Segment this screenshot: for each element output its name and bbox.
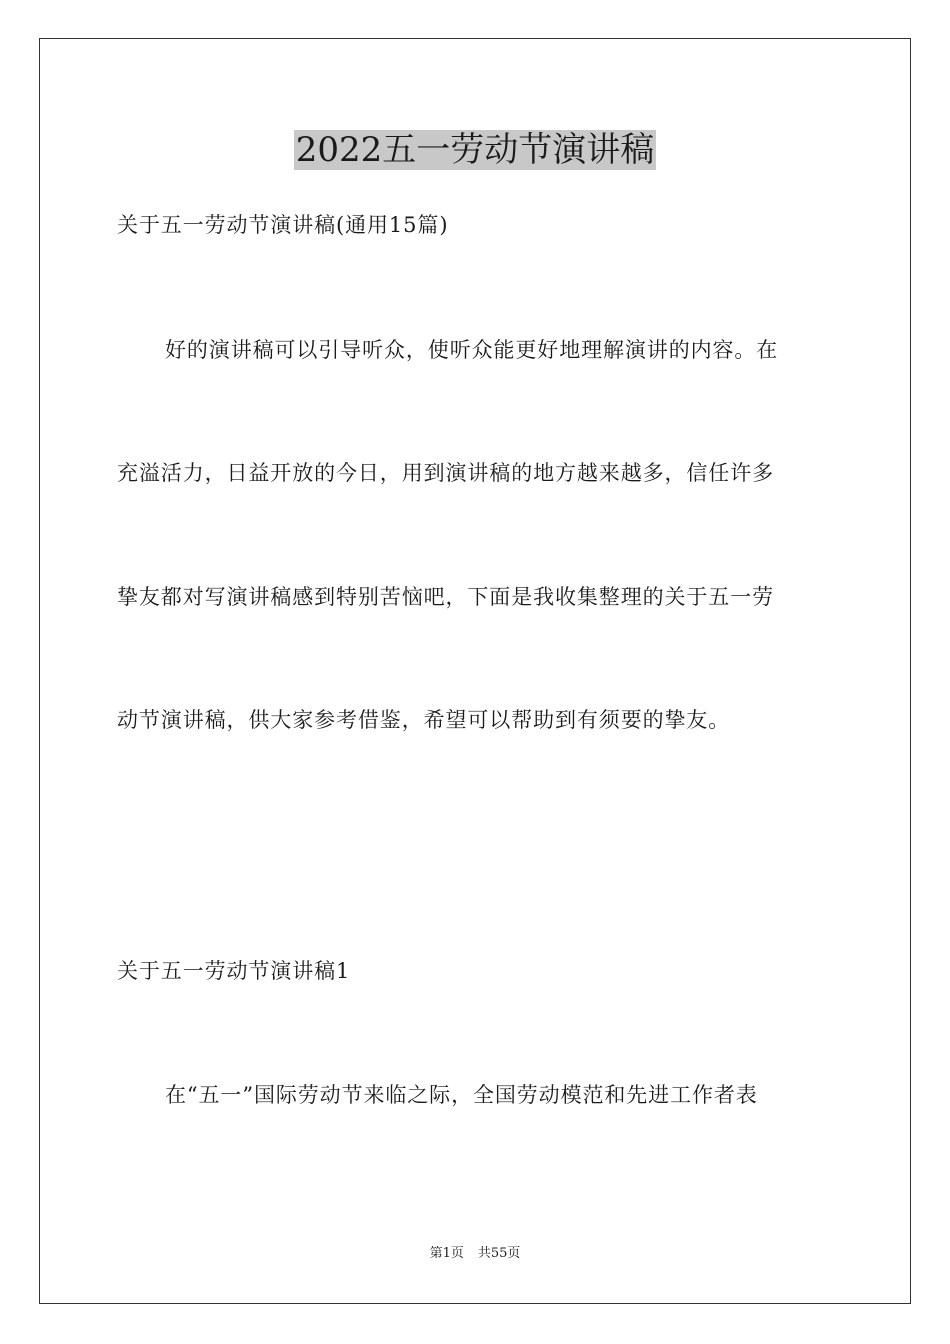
intro-paragraph-line: 挚友都对写演讲稿感到特别苦恼吧，下面是我收集整理的关于五一劳	[117, 585, 774, 609]
intro-paragraph-line: 好的演讲稿可以引导听众，使听众能更好地理解演讲的内容。在	[165, 338, 779, 362]
document-title	[0, 128, 950, 172]
page-number: 第1页	[429, 1246, 464, 1261]
page-footer	[0, 1245, 950, 1263]
intro-paragraph-line: 充溢活力，日益开放的今日，用到演讲稿的地方越来越多，信任许多	[117, 461, 774, 485]
section-paragraph-line: 在“五一”国际劳动节来临之际，全国劳动模范和先进工作者表	[165, 1083, 758, 1107]
section-heading: 关于五一劳动节演讲稿1	[117, 959, 351, 983]
intro-paragraph-line: 动节演讲稿，供大家参考借鉴，希望可以帮助到有须要的挚友。	[117, 708, 731, 732]
page-total: 共55页	[477, 1246, 521, 1261]
document-subtitle: 关于五一劳动节演讲稿(通用15篇)	[117, 213, 449, 237]
document-title-text: 2022五一劳动节演讲稿	[295, 130, 655, 170]
